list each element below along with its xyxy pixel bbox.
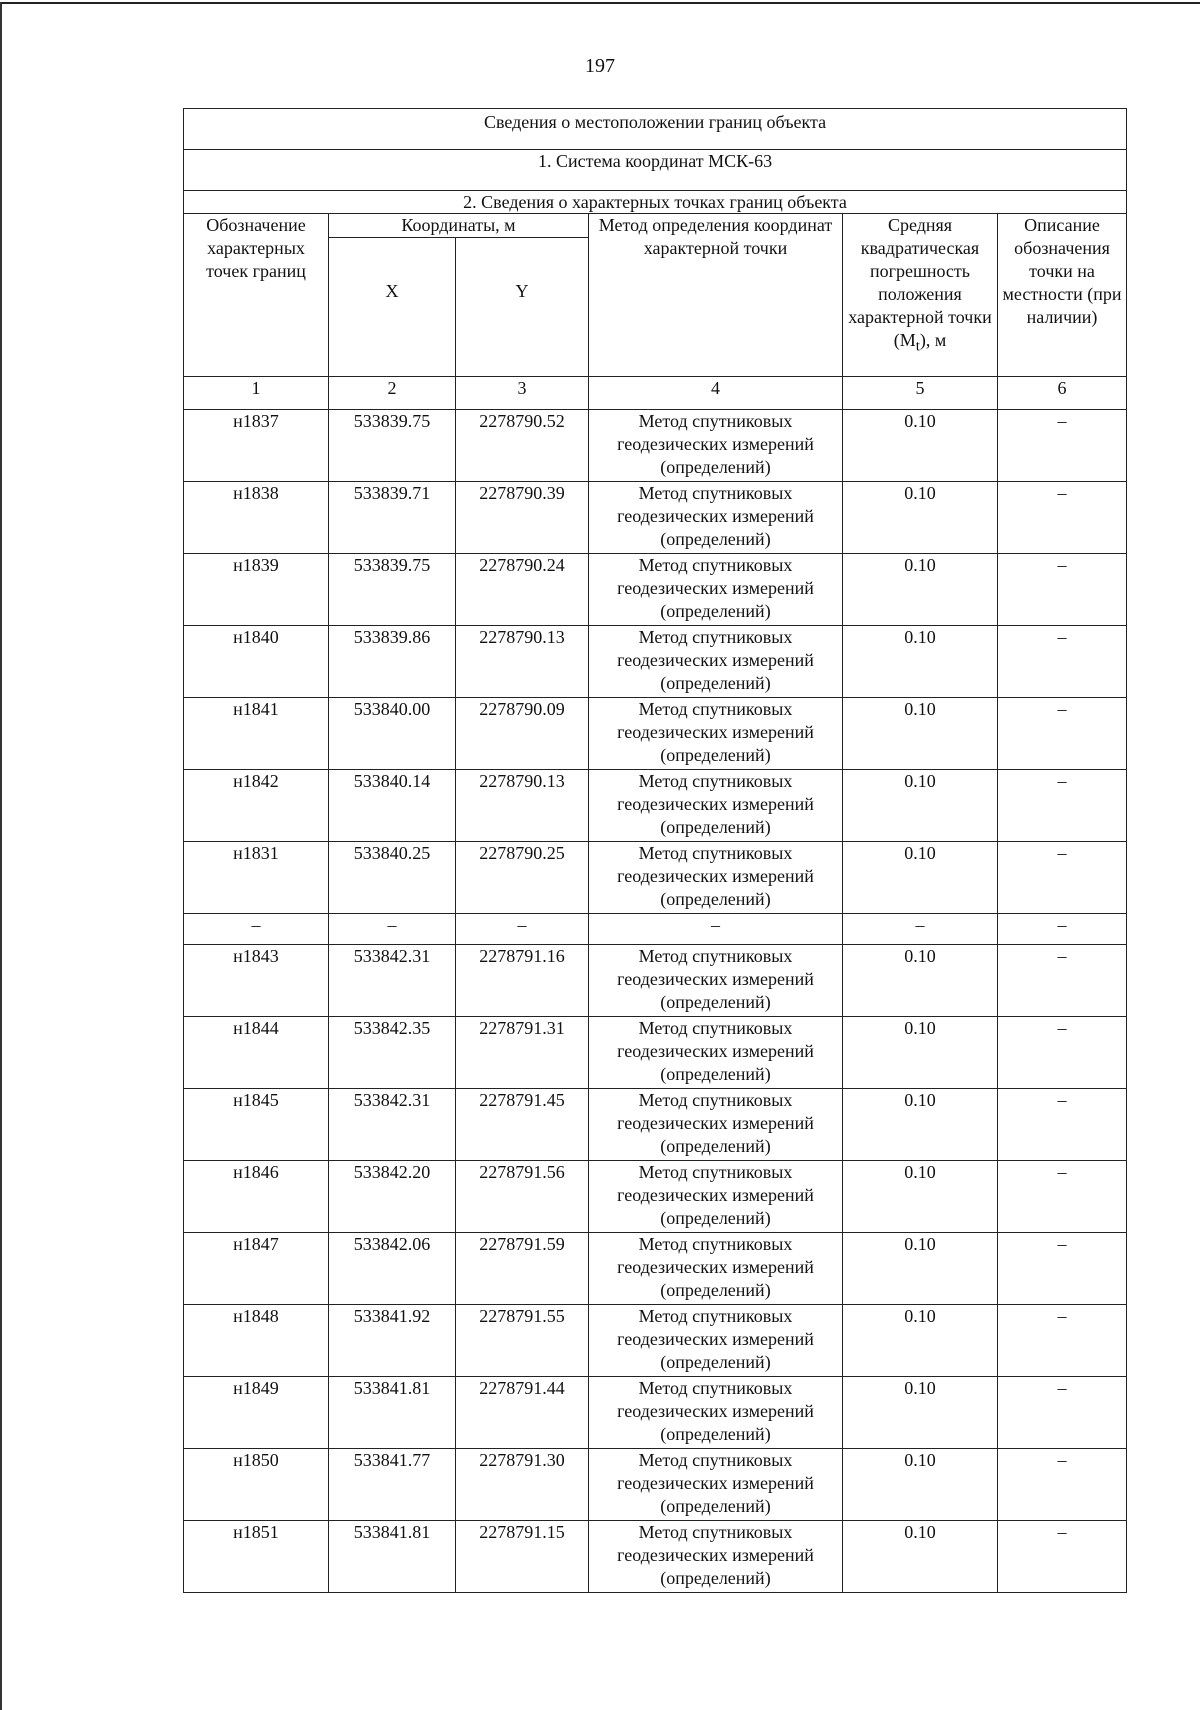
y-coordinate-cell: 2278790.09 bbox=[456, 698, 589, 770]
header-mean-error bbox=[843, 214, 998, 377]
method-cell: Метод спутниковых геодезических измерений (определений) bbox=[589, 1089, 843, 1161]
method-cell: Метод спутниковых геодезических измерений (определений) bbox=[589, 842, 843, 914]
description-cell: – bbox=[998, 1089, 1127, 1161]
table-title-row bbox=[184, 109, 1127, 150]
point-cell: н1839 bbox=[184, 554, 329, 626]
y-coordinate-cell: 2278791.56 bbox=[456, 1161, 589, 1233]
mean-error-cell: 0.10 bbox=[843, 698, 998, 770]
description-cell: – bbox=[998, 698, 1127, 770]
header-mean-error-text: Средняя квадратическая погрешность положения характерной точки (M bbox=[848, 215, 992, 350]
x-coordinate-cell: 533842.35 bbox=[329, 1017, 456, 1089]
y-coordinate-cell: 2278791.16 bbox=[456, 945, 589, 1017]
header-method: Метод определения координат характерной точки bbox=[589, 214, 843, 377]
point-cell: н1849 bbox=[184, 1377, 329, 1449]
mean-error-cell: – bbox=[843, 914, 998, 945]
method-cell: Метод спутниковых геодезических измерений (определений) bbox=[589, 1377, 843, 1449]
method-cell: Метод спутниковых геодезических измерений (определений) bbox=[589, 1161, 843, 1233]
point-cell: н1838 bbox=[184, 482, 329, 554]
method-cell: – bbox=[589, 914, 843, 945]
top-border-line bbox=[0, 2, 1200, 4]
mean-error-cell: 0.10 bbox=[843, 945, 998, 1017]
point-cell: н1847 bbox=[184, 1233, 329, 1305]
table-row bbox=[184, 1017, 1127, 1089]
y-coordinate-cell: 2278790.39 bbox=[456, 482, 589, 554]
mean-error-cell: 0.10 bbox=[843, 1449, 998, 1521]
point-cell: н1844 bbox=[184, 1017, 329, 1089]
point-cell: н1850 bbox=[184, 1449, 329, 1521]
table-row bbox=[184, 1233, 1127, 1305]
x-coordinate-cell: 533842.31 bbox=[329, 1089, 456, 1161]
description-cell: – bbox=[998, 1017, 1127, 1089]
description-cell: – bbox=[998, 914, 1127, 945]
description-cell: – bbox=[998, 1233, 1127, 1305]
x-coordinate-cell: 533841.81 bbox=[329, 1521, 456, 1593]
description-cell: – bbox=[998, 554, 1127, 626]
header-mean-error-unit: ), м bbox=[919, 330, 947, 350]
x-coordinate-cell: 533842.31 bbox=[329, 945, 456, 1017]
y-coordinate-cell: 2278791.55 bbox=[456, 1305, 589, 1377]
points-section-label: 2. Сведения о характерных точках границ объекта bbox=[184, 191, 1127, 214]
method-cell: Метод спутниковых геодезических измерений (определений) bbox=[589, 626, 843, 698]
x-coordinate-cell: 533842.20 bbox=[329, 1161, 456, 1233]
x-coordinate-cell: 533839.71 bbox=[329, 482, 456, 554]
mean-error-cell: 0.10 bbox=[843, 1377, 998, 1449]
x-coordinate-cell: 533840.00 bbox=[329, 698, 456, 770]
method-cell: Метод спутниковых геодезических измерений (определений) bbox=[589, 554, 843, 626]
point-cell: – bbox=[184, 914, 329, 945]
page-number: 197 bbox=[585, 55, 615, 77]
point-cell: н1837 bbox=[184, 410, 329, 482]
x-coordinate-cell: 533839.75 bbox=[329, 410, 456, 482]
table-row bbox=[184, 1449, 1127, 1521]
point-cell: н1841 bbox=[184, 698, 329, 770]
description-cell: – bbox=[998, 1305, 1127, 1377]
column-number: 4 bbox=[589, 377, 843, 410]
point-cell: н1845 bbox=[184, 1089, 329, 1161]
coordinate-system-row bbox=[184, 150, 1127, 191]
x-coordinate-cell: 533839.75 bbox=[329, 554, 456, 626]
description-cell: – bbox=[998, 1521, 1127, 1593]
x-coordinate-cell: – bbox=[329, 914, 456, 945]
description-cell: – bbox=[998, 770, 1127, 842]
mean-error-cell: 0.10 bbox=[843, 554, 998, 626]
y-coordinate-cell: 2278790.52 bbox=[456, 410, 589, 482]
mean-error-cell: 0.10 bbox=[843, 1161, 998, 1233]
y-coordinate-cell: 2278790.24 bbox=[456, 554, 589, 626]
method-cell: Метод спутниковых геодезических измерений (определений) bbox=[589, 1017, 843, 1089]
description-cell: – bbox=[998, 1449, 1127, 1521]
table-title: Сведения о местоположении границ объекта bbox=[184, 109, 1127, 150]
table-row bbox=[184, 482, 1127, 554]
mean-error-cell: 0.10 bbox=[843, 770, 998, 842]
y-coordinate-cell: – bbox=[456, 914, 589, 945]
mean-error-cell: 0.10 bbox=[843, 1233, 998, 1305]
column-number: 5 bbox=[843, 377, 998, 410]
header-description: Описание обозначения точки на местности (при наличии) bbox=[998, 214, 1127, 377]
y-coordinate-cell: 2278790.25 bbox=[456, 842, 589, 914]
point-cell: н1840 bbox=[184, 626, 329, 698]
table-row bbox=[184, 1521, 1127, 1593]
description-cell: – bbox=[998, 842, 1127, 914]
y-coordinate-cell: 2278791.45 bbox=[456, 1089, 589, 1161]
x-coordinate-cell: 533841.81 bbox=[329, 1377, 456, 1449]
mean-error-cell: 0.10 bbox=[843, 1521, 998, 1593]
column-number: 2 bbox=[329, 377, 456, 410]
y-coordinate-cell: 2278790.13 bbox=[456, 770, 589, 842]
header-point-designation: Обозначение характерных точек границ bbox=[184, 214, 329, 377]
mean-error-cell: 0.10 bbox=[843, 626, 998, 698]
description-cell: – bbox=[998, 1161, 1127, 1233]
table-row bbox=[184, 842, 1127, 914]
boundary-points-table bbox=[183, 108, 1127, 1593]
left-border-line bbox=[0, 2, 2, 1710]
table-row bbox=[184, 1377, 1127, 1449]
y-coordinate-cell: 2278791.44 bbox=[456, 1377, 589, 1449]
description-cell: – bbox=[998, 410, 1127, 482]
point-cell: н1842 bbox=[184, 770, 329, 842]
description-cell: – bbox=[998, 945, 1127, 1017]
point-cell: н1848 bbox=[184, 1305, 329, 1377]
table-row bbox=[184, 410, 1127, 482]
column-number: 6 bbox=[998, 377, 1127, 410]
point-cell: н1831 bbox=[184, 842, 329, 914]
header-y-label: Y bbox=[515, 281, 529, 301]
x-coordinate-cell: 533841.92 bbox=[329, 1305, 456, 1377]
table-row bbox=[184, 770, 1127, 842]
method-cell: Метод спутниковых геодезических измерений (определений) bbox=[589, 770, 843, 842]
mean-error-cell: 0.10 bbox=[843, 410, 998, 482]
x-coordinate-cell: 533840.25 bbox=[329, 842, 456, 914]
table-row bbox=[184, 554, 1127, 626]
mean-error-cell: 0.10 bbox=[843, 1089, 998, 1161]
method-cell: Метод спутниковых геодезических измерений (определений) bbox=[589, 1233, 843, 1305]
y-coordinate-cell: 2278791.31 bbox=[456, 1017, 589, 1089]
header-y bbox=[456, 238, 589, 377]
x-coordinate-cell: 533842.06 bbox=[329, 1233, 456, 1305]
header-row bbox=[184, 214, 1127, 238]
y-coordinate-cell: 2278791.30 bbox=[456, 1449, 589, 1521]
table-row bbox=[184, 945, 1127, 1017]
description-cell: – bbox=[998, 482, 1127, 554]
points-section-row bbox=[184, 191, 1127, 214]
x-coordinate-cell: 533839.86 bbox=[329, 626, 456, 698]
point-cell: н1843 bbox=[184, 945, 329, 1017]
y-coordinate-cell: 2278791.59 bbox=[456, 1233, 589, 1305]
table-row bbox=[184, 1161, 1127, 1233]
mean-error-cell: 0.10 bbox=[843, 1305, 998, 1377]
mean-error-cell: 0.10 bbox=[843, 842, 998, 914]
table-row bbox=[184, 698, 1127, 770]
y-coordinate-cell: 2278790.13 bbox=[456, 626, 589, 698]
method-cell: Метод спутниковых геодезических измерений (определений) bbox=[589, 945, 843, 1017]
column-number: 3 bbox=[456, 377, 589, 410]
header-coordinates: Координаты, м bbox=[329, 214, 589, 238]
y-coordinate-cell: 2278791.15 bbox=[456, 1521, 589, 1593]
method-cell: Метод спутниковых геодезических измерений (определений) bbox=[589, 410, 843, 482]
header-x-label: X bbox=[385, 281, 399, 301]
coordinate-system-label: 1. Система координат МСК-63 bbox=[184, 150, 1127, 191]
separator-row bbox=[184, 914, 1127, 945]
point-cell: н1846 bbox=[184, 1161, 329, 1233]
table-row bbox=[184, 1305, 1127, 1377]
method-cell: Метод спутниковых геодезических измерений (определений) bbox=[589, 482, 843, 554]
header-mean-error-subscript: t bbox=[915, 338, 920, 355]
method-cell: Метод спутниковых геодезических измерений (определений) bbox=[589, 1521, 843, 1593]
description-cell: – bbox=[998, 1377, 1127, 1449]
table-row bbox=[184, 1089, 1127, 1161]
mean-error-cell: 0.10 bbox=[843, 482, 998, 554]
method-cell: Метод спутниковых геодезических измерений (определений) bbox=[589, 698, 843, 770]
table-row bbox=[184, 626, 1127, 698]
x-coordinate-cell: 533840.14 bbox=[329, 770, 456, 842]
point-cell: н1851 bbox=[184, 1521, 329, 1593]
column-number-row bbox=[184, 377, 1127, 410]
x-coordinate-cell: 533841.77 bbox=[329, 1449, 456, 1521]
mean-error-cell: 0.10 bbox=[843, 1017, 998, 1089]
header-x bbox=[329, 238, 456, 377]
method-cell: Метод спутниковых геодезических измерений (определений) bbox=[589, 1449, 843, 1521]
method-cell: Метод спутниковых геодезических измерений (определений) bbox=[589, 1305, 843, 1377]
column-number: 1 bbox=[184, 377, 329, 410]
description-cell: – bbox=[998, 626, 1127, 698]
